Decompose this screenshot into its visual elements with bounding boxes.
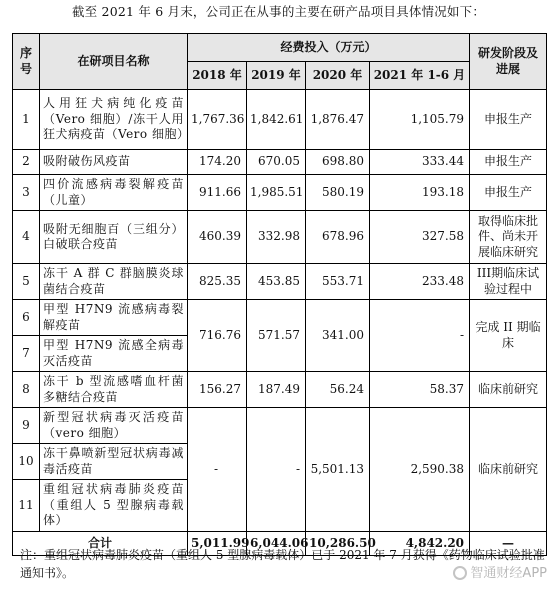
header-year-2021h1: 2021 年 1-6 月 xyxy=(370,62,470,90)
footnote: 注：重组冠状病毒肺炎疫苗（重组人 5 型腺病毒载体）已于 2021 年 7 月获得《药物临床试验批准通知书》。 xyxy=(20,548,545,580)
row-2021: 327.58 xyxy=(370,211,470,264)
row-2020: 56.24 xyxy=(306,372,370,408)
header-year-2020: 2020 年 xyxy=(306,62,370,90)
row-stage: 申报生产 xyxy=(470,90,547,150)
row-name: 甲型 H7N9 流感病毒裂解疫苗 xyxy=(40,300,188,336)
row-2021: 58.37 xyxy=(370,372,470,408)
group-9-11-2019: - xyxy=(247,408,306,532)
row-2020: 698.80 xyxy=(306,150,370,175)
row-2018: 825.35 xyxy=(188,264,247,300)
row-name: 人用狂犬病纯化疫苗（Vero 细胞）/冻干人用狂犬病疫苗（Vero 细胞） xyxy=(40,90,188,150)
total-2018: 5,011.99 xyxy=(188,532,247,556)
row-stage: III期临床试验过程中 xyxy=(470,264,547,300)
row-2019: 332.98 xyxy=(247,211,306,264)
total-2019: 6,044.06 xyxy=(247,532,306,556)
header-stage: 研发阶段及进展 xyxy=(470,34,547,90)
total-label: 合计 xyxy=(13,532,188,556)
row-name: 冻干 A 群 C 群脑膜炎球菌结合疫苗 xyxy=(40,264,188,300)
row-2021: 1,105.79 xyxy=(370,90,470,150)
row-no: 9 xyxy=(13,408,40,444)
row-2020: 580.19 xyxy=(306,175,370,211)
row-name: 重组冠状病毒肺炎疫苗（重组人 5 型腺病毒载体） xyxy=(40,480,188,532)
watermark-logo-icon xyxy=(453,566,467,580)
row-name: 冻干鼻喷新型冠状病毒减毒活疫苗 xyxy=(40,444,188,480)
group-6-7-2018: 716.76 xyxy=(188,300,247,372)
group-9-11-stage: 临床前研究 xyxy=(470,408,547,532)
group-6-7-2021: - xyxy=(370,300,470,372)
row-2019: 1,985.51 xyxy=(247,175,306,211)
row-2018: 911.66 xyxy=(188,175,247,211)
row-name: 四价流感病毒裂解疫苗（儿童） xyxy=(40,175,188,211)
row-2020: 553.71 xyxy=(306,264,370,300)
row-2018: 156.27 xyxy=(188,372,247,408)
row-2021: 193.18 xyxy=(370,175,470,211)
row-no: 3 xyxy=(13,175,40,211)
row-no: 2 xyxy=(13,150,40,175)
row-2020: 1,876.47 xyxy=(306,90,370,150)
row-no: 5 xyxy=(13,264,40,300)
row-stage: 申报生产 xyxy=(470,175,547,211)
table-row xyxy=(13,408,547,444)
row-no: 4 xyxy=(13,211,40,264)
row-name: 吸附破伤风疫苗 xyxy=(40,150,188,175)
row-2018: 1,767.36 xyxy=(188,90,247,150)
table-row xyxy=(13,264,547,300)
row-stage: 临床前研究 xyxy=(470,372,547,408)
total-stage: — xyxy=(470,532,547,556)
row-no: 6 xyxy=(13,300,40,336)
group-9-11-2018: - xyxy=(188,408,247,532)
row-2019: 670.05 xyxy=(247,150,306,175)
row-no: 10 xyxy=(13,444,40,480)
header-year-2019: 2019 年 xyxy=(247,62,306,90)
row-stage: 取得临床批件、尚未开展临床研究 xyxy=(470,211,547,264)
row-2019: 187.49 xyxy=(247,372,306,408)
header-seq: 序号 xyxy=(13,34,40,90)
row-no: 1 xyxy=(13,90,40,150)
table-row xyxy=(13,211,547,264)
row-2021: 233.48 xyxy=(370,264,470,300)
table-row xyxy=(13,175,547,211)
watermark-text: 智通财经APP xyxy=(470,566,547,581)
total-2021: 4,842.20 xyxy=(370,532,470,556)
row-2018: 174.20 xyxy=(188,150,247,175)
intro-text: 截至 2021 年 6 月末，公司正在从事的主要在研产品项目具体情况如下： xyxy=(71,4,486,19)
row-2020: 678.96 xyxy=(306,211,370,264)
row-2019: 1,842.61 xyxy=(247,90,306,150)
row-2018: 460.39 xyxy=(188,211,247,264)
header-investment: 经费投入（万元） xyxy=(188,34,470,62)
row-2021: 333.44 xyxy=(370,150,470,175)
table-row xyxy=(13,90,547,150)
row-name: 甲型 H7N9 流感全病毒灭活疫苗 xyxy=(40,336,188,372)
table-row xyxy=(13,372,547,408)
group-9-11-2020: 5,501.13 xyxy=(306,408,370,532)
table-row xyxy=(13,150,547,175)
row-name: 吸附无细胞百（三组分）白破联合疫苗 xyxy=(40,211,188,264)
group-6-7-2019: 571.57 xyxy=(247,300,306,372)
table-row xyxy=(13,300,547,336)
row-stage: 申报生产 xyxy=(470,150,547,175)
row-name: 新型冠状病毒灭活疫苗（vero 细胞） xyxy=(40,408,188,444)
row-name: 冻干 b 型流感嗜血杆菌多糖结合疫苗 xyxy=(40,372,188,408)
watermark xyxy=(453,562,547,581)
project-table xyxy=(12,33,547,556)
row-no: 7 xyxy=(13,336,40,372)
group-6-7-2020: 341.00 xyxy=(306,300,370,372)
row-no: 11 xyxy=(13,480,40,532)
row-no: 8 xyxy=(13,372,40,408)
row-2019: 453.85 xyxy=(247,264,306,300)
header-year-2018: 2018 年 xyxy=(188,62,247,90)
total-2020: 10,286.50 xyxy=(306,532,370,556)
group-6-7-stage: 完成 II 期临床 xyxy=(470,300,547,372)
group-9-11-2021: 2,590.38 xyxy=(370,408,470,532)
header-name: 在研项目名称 xyxy=(40,34,188,90)
